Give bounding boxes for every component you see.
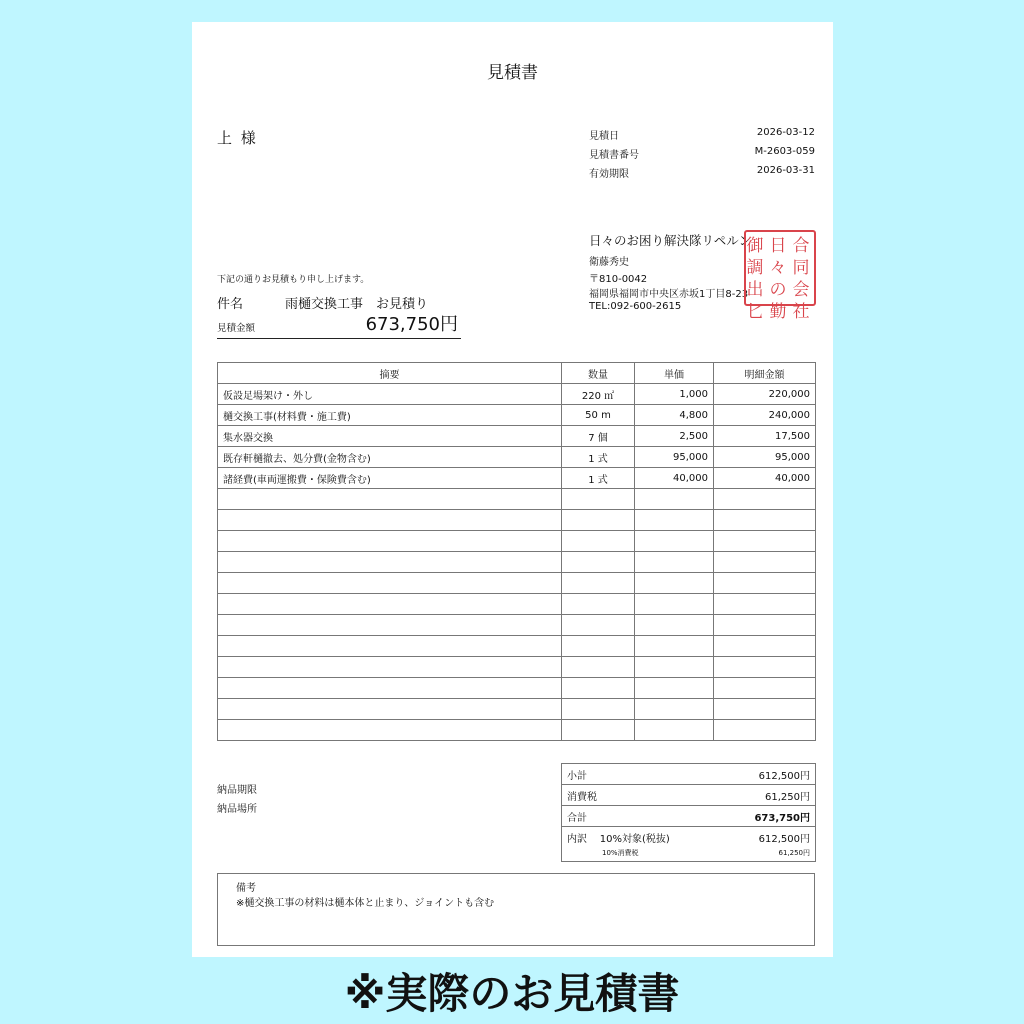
subject-label: 件名: [217, 297, 244, 312]
table-row: [218, 489, 816, 510]
cell-total: 240,000: [714, 405, 816, 426]
meta-value: 2026-03-31: [756, 165, 815, 176]
cell-unit: [635, 531, 714, 552]
cell-qty: 220 ㎡: [562, 384, 635, 405]
table-row: [218, 552, 816, 573]
estimate-amount-row: [217, 315, 461, 339]
table-row: [218, 573, 816, 594]
remarks-box: [217, 873, 815, 946]
cell-desc: [218, 615, 562, 636]
column-header: 摘要: [218, 363, 562, 384]
cell-unit: [635, 699, 714, 720]
cell-total: [714, 636, 816, 657]
cell-total: [714, 552, 816, 573]
table-row: [218, 678, 816, 699]
recipient: 上 様: [217, 129, 258, 147]
stamp-text: 日 々 の 勤: [769, 236, 787, 322]
breakdown-row: [562, 827, 816, 848]
table-row: [218, 699, 816, 720]
breakdown-label: 内訳: [567, 833, 587, 845]
cell-qty: [562, 573, 635, 594]
column-header: 単価: [635, 363, 714, 384]
total-row: [562, 806, 816, 827]
company-person: 衛藤秀史: [589, 257, 629, 268]
estimate-amount: 673,750円: [365, 314, 458, 335]
column-header: 数量: [562, 363, 635, 384]
cell-desc: [218, 531, 562, 552]
subtotal-row: [562, 764, 816, 785]
cell-total: [714, 573, 816, 594]
cell-desc: [218, 489, 562, 510]
breakdown-value: 612,500円: [758, 833, 810, 845]
subtotal-value: 612,500円: [682, 764, 816, 785]
cell-total: 17,500: [714, 426, 816, 447]
table-header-row: [218, 363, 816, 384]
cell-total: [714, 531, 816, 552]
table-row: [218, 468, 816, 489]
tax-label: 消費税: [562, 785, 682, 806]
remarks-label: 備考: [236, 883, 256, 894]
intro-text: 下記の通りお見積もり申し上げます。: [217, 275, 370, 285]
cell-qty: 7 個: [562, 426, 635, 447]
table-row: [218, 531, 816, 552]
cell-desc: [218, 594, 562, 615]
cell-desc: [218, 636, 562, 657]
cell-total: [714, 657, 816, 678]
table-row: [218, 594, 816, 615]
cell-qty: [562, 699, 635, 720]
delivery-deadline-label: 納品期限: [217, 785, 257, 796]
cell-desc: [218, 573, 562, 594]
total-value: 673,750円: [682, 806, 816, 827]
cell-total: [714, 615, 816, 636]
cell-desc: 諸経費(車両運搬費・保険費含む): [218, 468, 562, 489]
meta-label: 有効期限: [589, 169, 629, 180]
cell-total: 40,000: [714, 468, 816, 489]
cell-unit: [635, 489, 714, 510]
cell-qty: 50 m: [562, 405, 635, 426]
cell-qty: [562, 657, 635, 678]
cell-qty: [562, 720, 635, 741]
stamp-text: 合 同 会 社: [792, 236, 810, 322]
stamp-text: 御 調 出 匕: [746, 236, 764, 322]
cell-total: [714, 720, 816, 741]
cell-total: 220,000: [714, 384, 816, 405]
cell-qty: [562, 531, 635, 552]
cell-unit: 4,800: [635, 405, 714, 426]
cell-qty: [562, 678, 635, 699]
cell-desc: [218, 678, 562, 699]
caption: ※実際のお見積書: [344, 969, 680, 1018]
table-row: [218, 510, 816, 531]
meta-row-number: [589, 146, 815, 161]
table-row: [218, 636, 816, 657]
cell-desc: 樋交換工事(材料費・施工費): [218, 405, 562, 426]
cell-desc: [218, 699, 562, 720]
cell-unit: [635, 573, 714, 594]
estimate-document: [192, 22, 833, 957]
table-row: [218, 384, 816, 405]
company-name: 日々のお困り解決隊リペルン: [589, 233, 751, 248]
cell-total: [714, 699, 816, 720]
cell-desc: [218, 657, 562, 678]
cell-unit: 40,000: [635, 468, 714, 489]
cell-total: [714, 678, 816, 699]
meta-row-expiry: [589, 165, 815, 180]
estimate-amount-label: 見積金額: [217, 323, 256, 334]
cell-unit: 2,500: [635, 426, 714, 447]
breakdown-label-cell: [562, 827, 682, 848]
subject: 雨樋交換工事 お見積り: [285, 297, 429, 312]
cell-qty: [562, 636, 635, 657]
meta-label: 見積書番号: [589, 150, 639, 161]
meta-row-date: [589, 127, 815, 142]
total-label: 合計: [562, 806, 682, 827]
breakdown-tax-value: 61,250円: [682, 848, 816, 862]
delivery-place-label: 納品場所: [217, 804, 257, 815]
tax-row: [562, 785, 816, 806]
cell-desc: [218, 720, 562, 741]
cell-desc: [218, 510, 562, 531]
cell-qty: [562, 615, 635, 636]
cell-qty: [562, 510, 635, 531]
cell-unit: [635, 678, 714, 699]
breakdown-tax-label: 10%消費税: [562, 848, 682, 862]
cell-qty: [562, 489, 635, 510]
cell-unit: [635, 615, 714, 636]
cell-total: [714, 510, 816, 531]
company-tel: TEL:092-600-2615: [589, 301, 682, 312]
subtotal-label: 小計: [562, 764, 682, 785]
meta-value: 2026-03-12: [756, 127, 815, 138]
meta-value: M-2603-059: [754, 146, 815, 157]
breakdown-tax-row: [562, 848, 816, 862]
cell-desc: 集水器交換: [218, 426, 562, 447]
cell-unit: [635, 510, 714, 531]
remarks-text: ※樋交換工事の材料は樋本体と止まり、ジョイントも含む: [236, 898, 495, 909]
document-title: 見積書: [487, 63, 538, 83]
table-row: [218, 447, 816, 468]
cell-total: [714, 489, 816, 510]
cell-unit: [635, 636, 714, 657]
cell-unit: 95,000: [635, 447, 714, 468]
company-seal-stamp: [744, 230, 816, 322]
table-row: [218, 720, 816, 741]
cell-qty: 1 式: [562, 468, 635, 489]
breakdown-desc: 10%対象(税抜): [599, 833, 670, 845]
cell-desc: [218, 552, 562, 573]
meta-label: 見積日: [589, 131, 619, 142]
company-address: 福岡県福岡市中央区赤坂1丁目8-23: [589, 289, 749, 300]
company-postal: 〒810-0042: [589, 274, 648, 285]
cell-total: 95,000: [714, 447, 816, 468]
cell-total: [714, 594, 816, 615]
cell-unit: [635, 594, 714, 615]
tax-value: 61,250円: [682, 785, 816, 806]
line-items-table: [217, 362, 816, 741]
cell-qty: 1 式: [562, 447, 635, 468]
cell-unit: [635, 720, 714, 741]
cell-unit: [635, 657, 714, 678]
table-body: [218, 384, 816, 741]
cell-unit: 1,000: [635, 384, 714, 405]
table-row: [218, 405, 816, 426]
table-row: [218, 615, 816, 636]
totals-table: [561, 763, 816, 862]
table-row: [218, 657, 816, 678]
cell-desc: 既存軒樋撤去、処分費(金物含む): [218, 447, 562, 468]
cell-qty: [562, 552, 635, 573]
table-row: [218, 426, 816, 447]
cell-qty: [562, 594, 635, 615]
column-header: 明細金額: [714, 363, 816, 384]
cell-desc: 仮設足場架け・外し: [218, 384, 562, 405]
cell-unit: [635, 552, 714, 573]
